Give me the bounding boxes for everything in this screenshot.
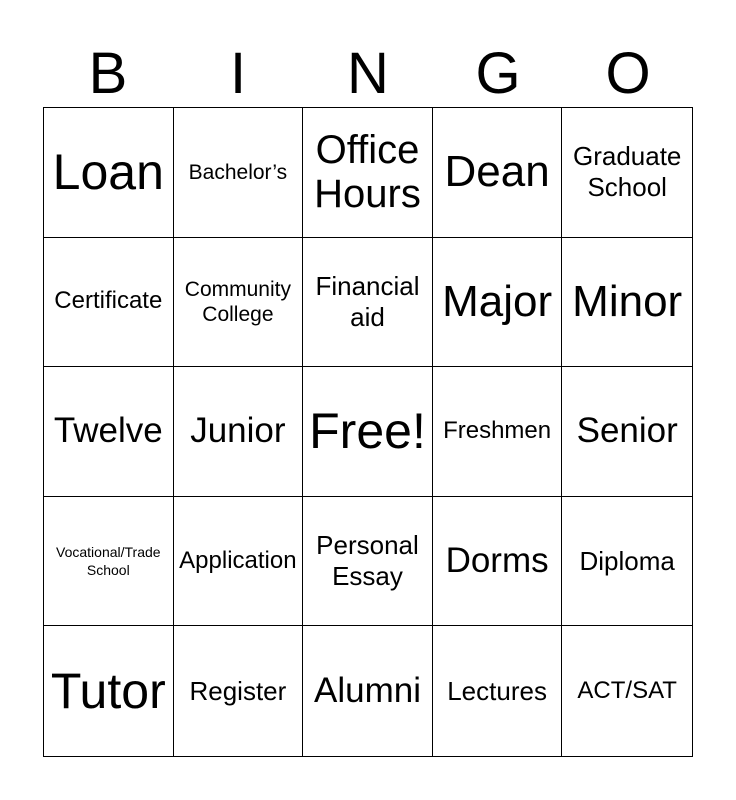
- bingo-cell: Dean: [433, 108, 563, 238]
- header-letter-b: B: [88, 41, 128, 106]
- bingo-cell: Register: [174, 626, 304, 756]
- bingo-board: [43, 107, 693, 757]
- bingo-cell: Dorms: [433, 497, 563, 627]
- bingo-cell: Freshmen: [433, 367, 563, 497]
- bingo-cell: Office Hours: [303, 108, 433, 238]
- header-letter-g: G: [475, 41, 521, 106]
- bingo-cell: Tutor: [44, 626, 174, 756]
- bingo-cell: Community College: [174, 238, 304, 368]
- bingo-cell: Alumni: [303, 626, 433, 756]
- bingo-cell: Financial aid: [303, 238, 433, 368]
- bingo-cell: Certificate: [44, 238, 174, 368]
- bingo-cell: Senior: [562, 367, 692, 497]
- bingo-cell: ACT/SAT: [577, 676, 677, 704]
- bingo-cell: Diploma: [562, 497, 692, 627]
- header-letter-n: N: [347, 41, 389, 106]
- bingo-cell: Graduate School: [562, 108, 692, 238]
- bingo-cell: Lectures: [433, 626, 563, 756]
- header-letter-o: O: [605, 41, 651, 106]
- bingo-cell free-space: Free!: [303, 367, 433, 497]
- bingo-cell: Major: [433, 238, 563, 368]
- bingo-cell: Application: [174, 497, 304, 627]
- bingo-cell: Twelve: [44, 367, 174, 497]
- bingo-cell: Loan: [44, 108, 174, 238]
- bingo-cell: Vocational/Trade School: [44, 497, 174, 627]
- bingo-cell: Personal Essay: [303, 497, 433, 627]
- bingo-cell: Minor: [562, 238, 692, 368]
- bingo-header: [43, 40, 693, 108]
- header-letter-i: I: [229, 41, 247, 106]
- bingo-cell: Bachelor’s: [174, 108, 304, 238]
- bingo-cell: Junior: [174, 367, 304, 497]
